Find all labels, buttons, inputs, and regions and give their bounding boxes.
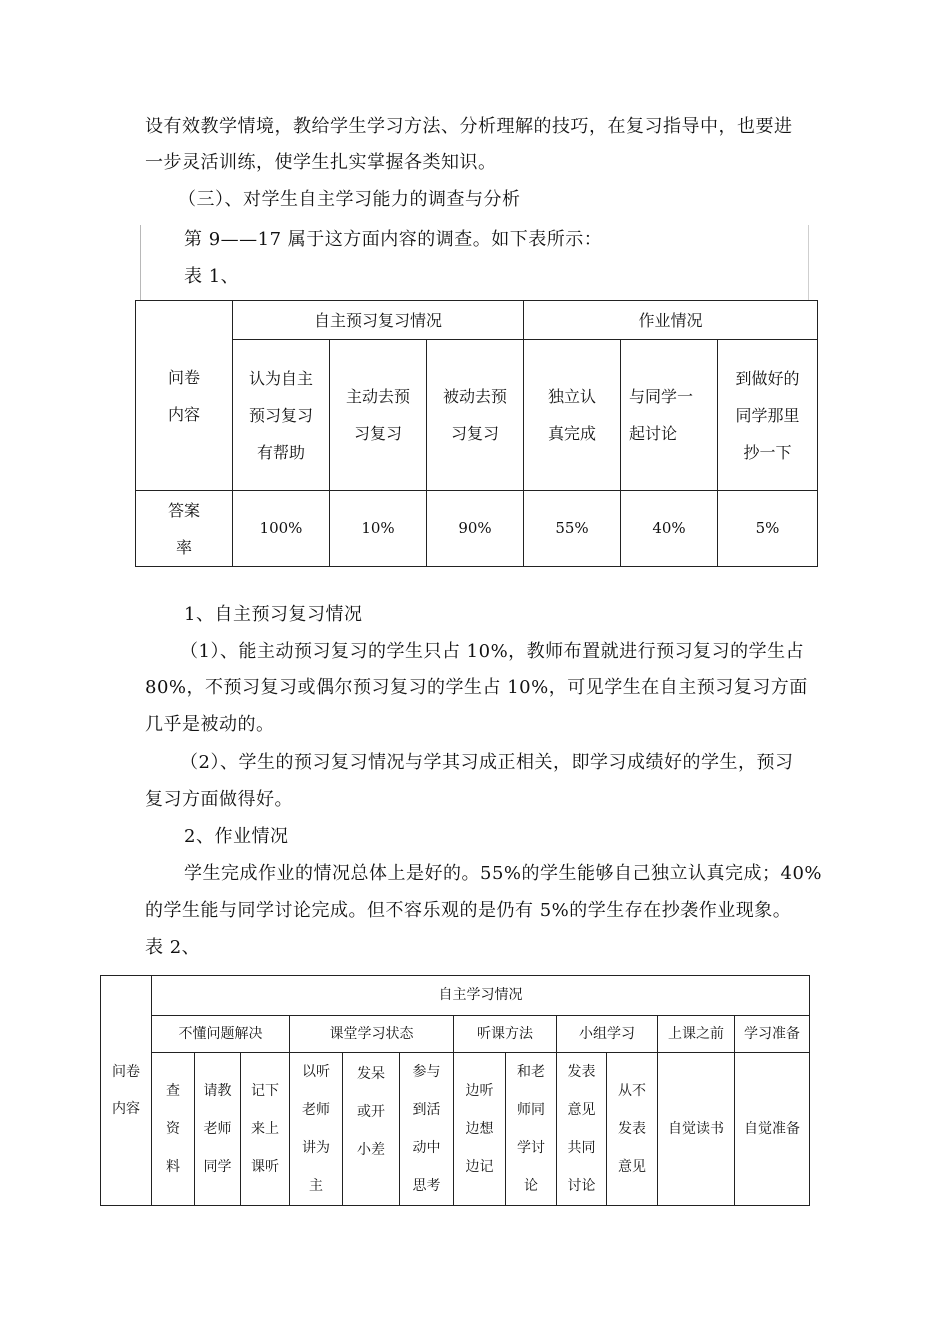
value-cell: 5% [718, 491, 818, 567]
survey-table-1 [135, 300, 818, 567]
column-header: 到做好的 同学那里 抄一下 [718, 340, 818, 491]
column-header: 自觉读书 [658, 1053, 735, 1206]
column-header: 和老 师同 学讨 论 [506, 1053, 557, 1206]
column-header: 发呆 或开 小差 [343, 1053, 400, 1206]
table-caption: 表 2、 [145, 937, 201, 958]
subgroup-header: 不懂问题解决 [152, 1016, 290, 1053]
group-header-self-study: 自主学习情况 [152, 976, 810, 1016]
paragraph-line: 第 9——17 属于这方面内容的调查。如下表所示： [184, 229, 603, 250]
column-header: 从不 发表 意见 [607, 1053, 658, 1206]
paragraph-line: 的学生能与同学讨论完成。但不容乐观的是仍有 5%的学生存在抄袭作业现象。 [145, 900, 792, 921]
row-header-answer-rate: 答案 率 [136, 491, 233, 567]
value-cell: 55% [524, 491, 621, 567]
row-header-questionnaire: 问卷 内容 [101, 976, 152, 1206]
survey-table-2 [100, 975, 810, 1206]
value-cell: 40% [621, 491, 718, 567]
column-header: 认为自主 预习复习 有帮助 [233, 340, 330, 491]
table-caption: 表 1、 [184, 266, 240, 287]
section-heading: （三）、对学生自主学习能力的调查与分析 [178, 189, 521, 210]
value-cell: 100% [233, 491, 330, 567]
frame-rule-left [140, 225, 141, 300]
frame-rule-right [808, 225, 809, 300]
value-cell: 10% [330, 491, 427, 567]
column-header: 参与 到活 动中 思考 [400, 1053, 454, 1206]
group-header-homework: 作业情况 [524, 301, 818, 340]
paragraph-line: （2）、学生的预习复习情况与学其习成正相关，即学习成绩好的学生，预习 [180, 752, 794, 773]
column-header: 独立认 真完成 [524, 340, 621, 491]
subgroup-header: 小组学习 [557, 1016, 658, 1053]
paragraph-line: 设有效教学情境，教给学生学习方法、分析理解的技巧，在复习指导中，也要进 [145, 116, 793, 137]
column-header: 被动去预 习复习 [427, 340, 524, 491]
subgroup-header: 课堂学习状态 [290, 1016, 454, 1053]
subgroup-header: 学习准备 [735, 1016, 810, 1053]
paragraph-line: （1）、能主动预习复习的学生只占 10%，教师布置就进行预习复习的学生占 [180, 641, 805, 662]
column-header: 发表 意见 共同 讨论 [557, 1053, 607, 1206]
column-header: 与同学一 起讨论 [621, 340, 718, 491]
group-header-preview: 自主预习复习情况 [233, 301, 524, 340]
paragraph-line: 一步灵活训练，使学生扎实掌握各类知识。 [145, 152, 497, 173]
subsection-title: 2、作业情况 [184, 826, 289, 847]
column-header: 请教 老师 同学 [195, 1053, 241, 1206]
paragraph-line: 几乎是被动的。 [145, 714, 275, 735]
column-header: 自觉准备 [735, 1053, 810, 1206]
row-header-questionnaire: 问卷 内容 [136, 301, 233, 491]
paragraph-line: 复习方面做得好。 [145, 789, 293, 810]
column-header: 主动去预 习复习 [330, 340, 427, 491]
paragraph-line: 80%，不预习复习或偶尔预习复习的学生占 10%，可见学生在自主预习复习方面 [145, 677, 808, 698]
column-header: 边听 边想 边记 [454, 1053, 506, 1206]
column-header: 以听 老师 讲为 主 [290, 1053, 343, 1206]
subgroup-header: 上课之前 [658, 1016, 735, 1053]
value-cell: 90% [427, 491, 524, 567]
subsection-title: 1、自主预习复习情况 [184, 604, 363, 625]
paragraph-line: 学生完成作业的情况总体上是好的。55%的学生能够自己独立认真完成；40% [184, 863, 823, 884]
column-header: 记下 来上 课听 [241, 1053, 290, 1206]
column-header: 查 资 料 [152, 1053, 195, 1206]
subgroup-header: 听课方法 [454, 1016, 557, 1053]
